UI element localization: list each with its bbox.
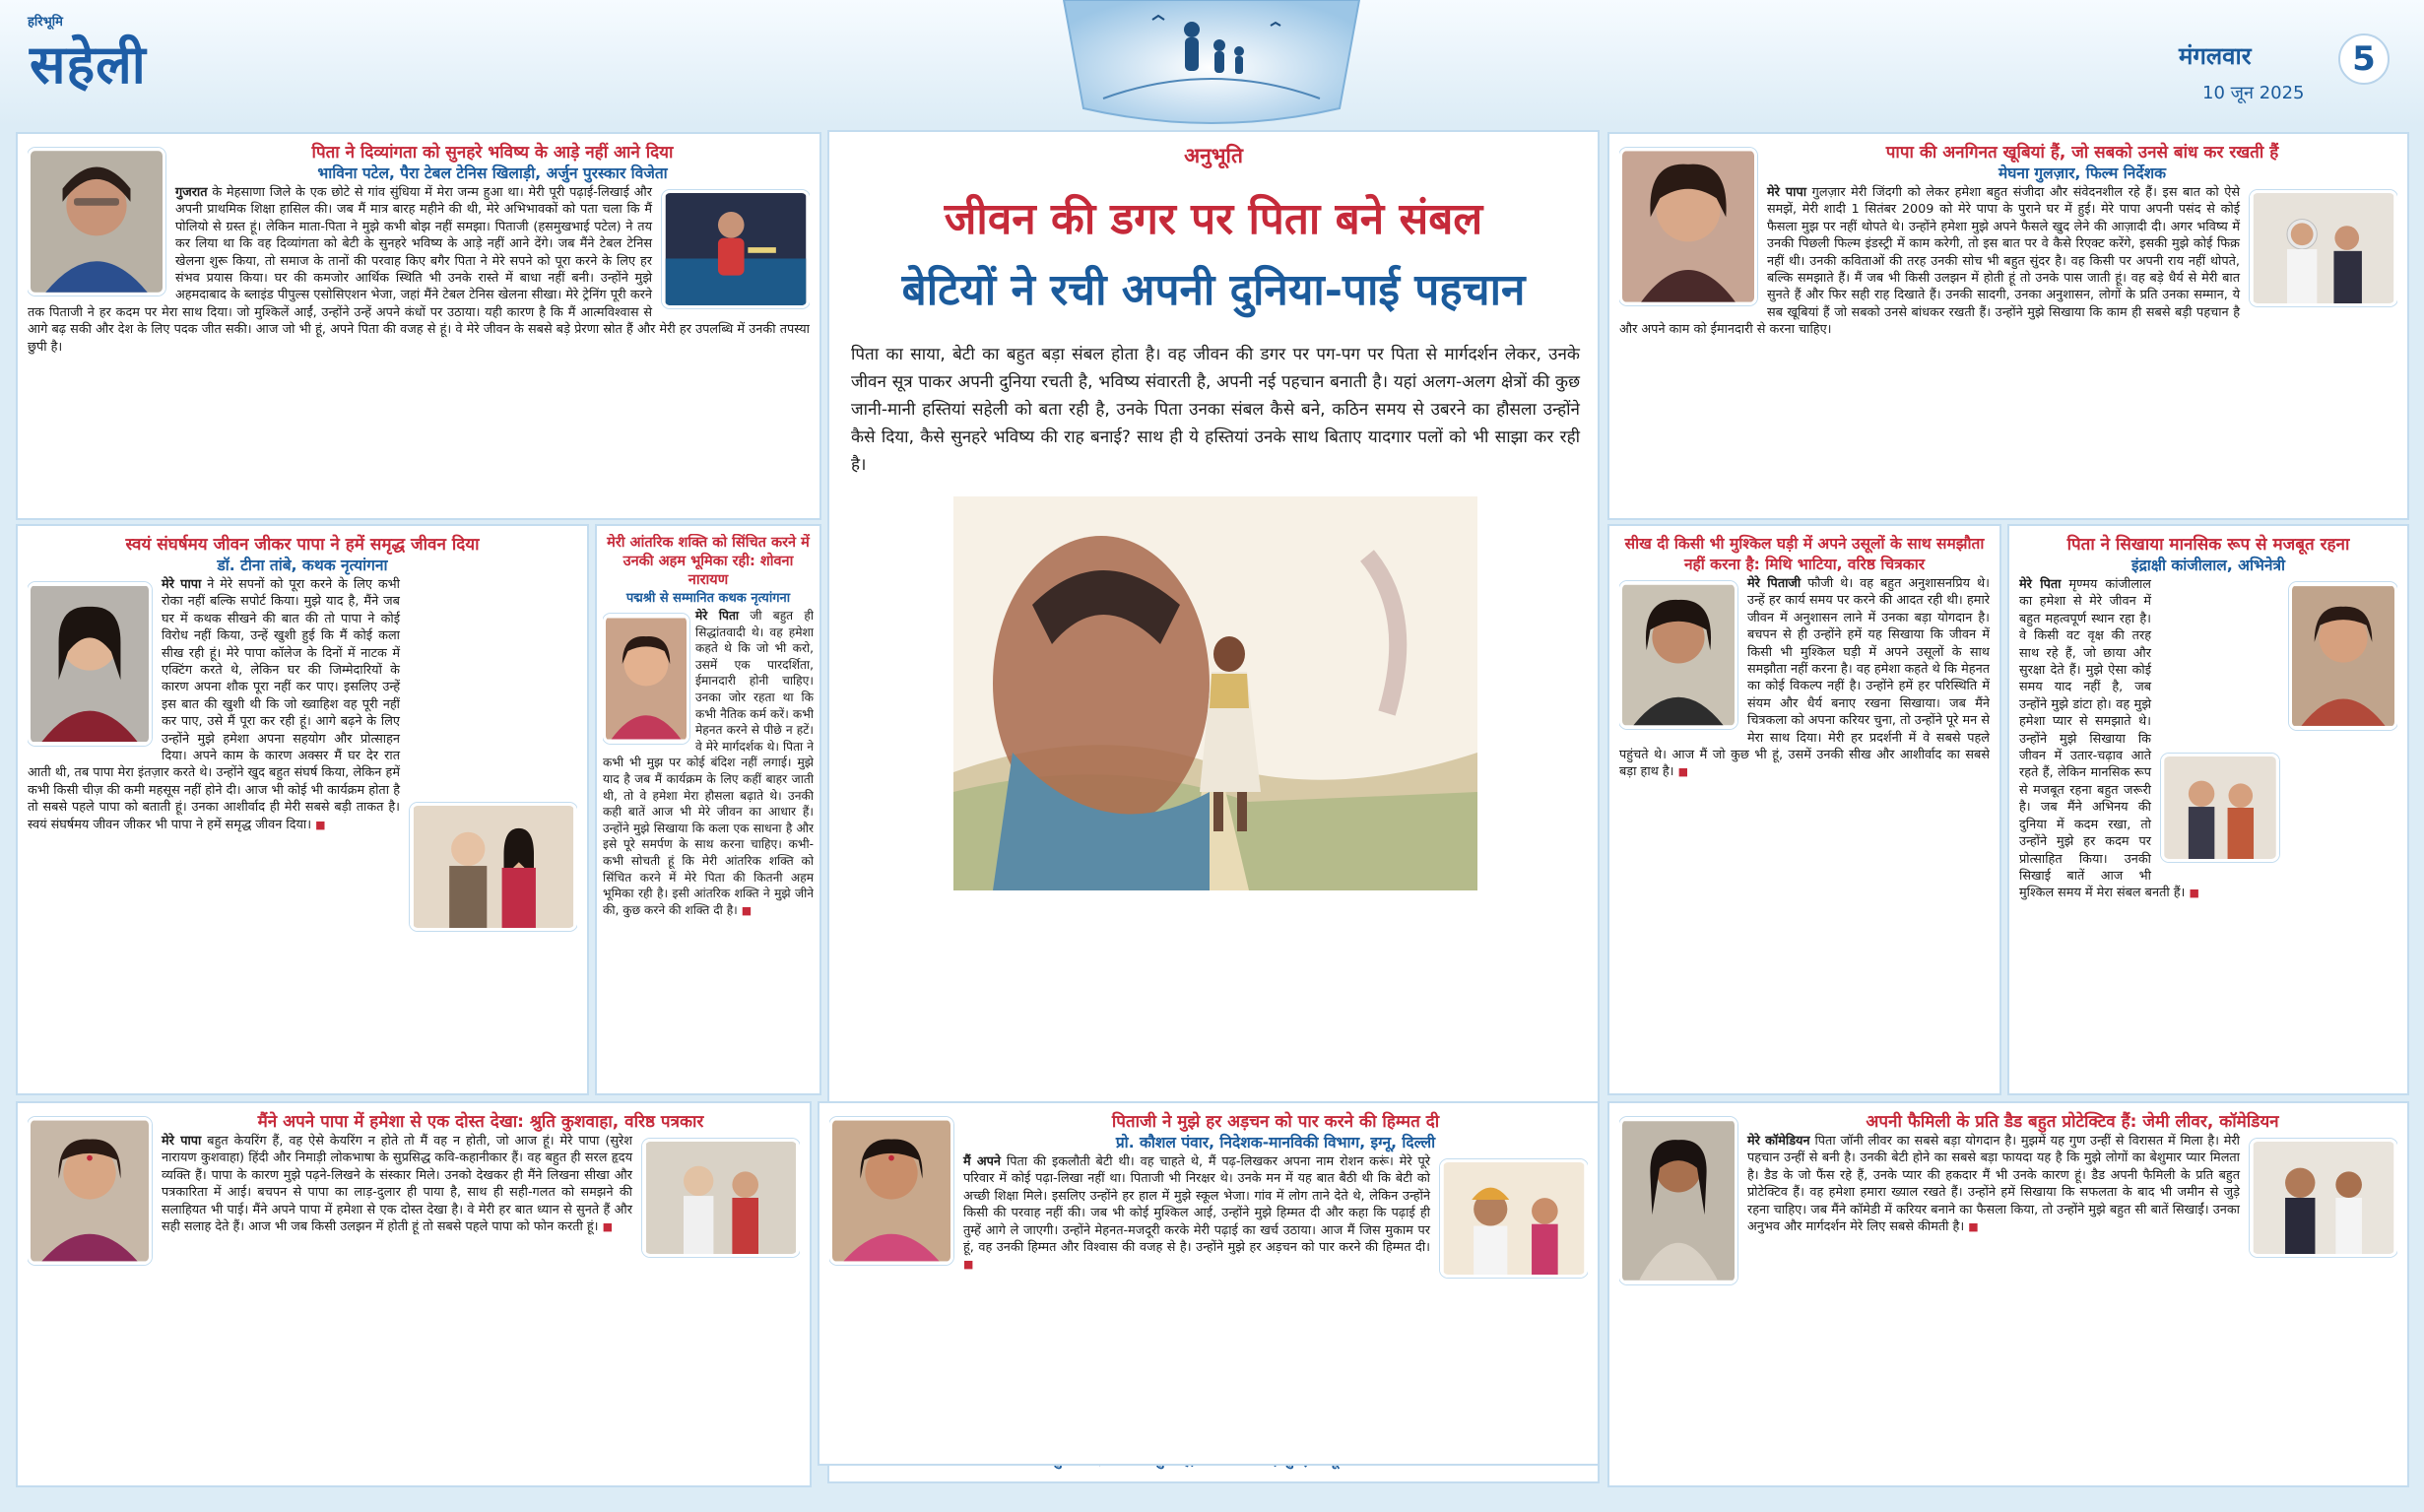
family-photo (2250, 190, 2397, 306)
article-body: मेरे पिता मृण्मय कांजीलाल का हमेशा से मेरे जीवन में बहुत महत्वपूर्ण स्थान रहा है। वे किसी वट वृक्ष की तरह साथ रहे हैं, जो छाया और सुरक्षा देते हैं। मुझे ऐसा कोई समय याद नहीं है, जब उन्होंने मुझे डांटा हो। वह मुझे हमेशा प्यार से समझाते थे। उन्होंने मुझे सिखाया कि जीवन में उतार-चढ़ाव आते रहते हैं, लेकिन मानसिक रूप से मजबूत रहना बहुत जरूरी है। जब मैंने अभिनय की दुनिया में कदम रखा, तो उन्होंने मुझे हर कदम पर प्रोत्साहित किया। उनकी सिखाई बातें आज भी मुश्किल समय में मेरा संबल बनती हैं। ■ (2019, 577, 2199, 901)
portrait-photo (2289, 582, 2397, 730)
article-body: मेरे पापा बहुत केयरिंग हैं, वह ऐसे केयरिंग न होते तो मैं वह न होती, जो आज हूं। मेरे पापा (सुरेश नारायण कुशवाहा) हिंदी और निमाड़ी लोकभाषा के सुप्रसिद्ध कवि-कहानीकार हैं। वह बहुत ही सरल हृदय व्यक्ति हैं। पापा के कारण मुझे पढ़ने-लिखने के संस्कार मिले। उनको देखकर ही मैंने लिखना सीखा और पत्रकारिता में आई। बचपन से पापा का लाड़-दुलार ही पाया है, साथ ही सही-गलत को समझने की सलाहियत भी पाई। मैंने अपने पापा में हमेशा से एक दोस्त देखा है। वे मेरी हर बात ध्यान से सुनते हैं और सही सलाह देते हैं। आज भी जब किसी उलझन में होती हूं तो सबसे पहले पापा को फोन करती हूं। ■ (162, 1134, 632, 1235)
article-lead: मेरे कॉमेडियन (1747, 1134, 1810, 1149)
article-title: पापा की अनगिनत खूबियां हैं, जो सबको उनसे बांध कर रखती हैं (1885, 143, 2279, 163)
portrait-photo (28, 1117, 152, 1265)
portrait-photo (603, 614, 689, 744)
family-photo (2161, 754, 2279, 862)
article-title: स्वयं संघर्षमय जीवन जीकर पापा ने हमें समृद्ध जीवन दिया (125, 535, 480, 555)
page-header (0, 0, 2424, 126)
article-lead: मेरे पिता (2019, 577, 2062, 592)
issue-date: 10 जून 2025 (2202, 83, 2305, 103)
feature-kicker: अनुभूति (1184, 144, 1243, 167)
article-body: मेरे पिताजी फौजी थे। वह बहुत अनुशासनप्रिय थे। उन्हें हर कार्य समय पर करने की आदत रही थी। हमारे जीवन में अनुशासन लाने में उनका बड़ा योगदान है। बचपन से ही उन्होंने हमें यह सिखाया कि जीवन में किसी भी मुश्किल घड़ी में अपने उसूलों के साथ समझौता नहीं करना है। वह हमेशा कहते थे कि मेहनत का कोई विकल्प नहीं है। उन्होंने हमें हर परिस्थिति में संयम और धैर्य बनाए रखना सिखाया। जब मैंने चित्रकला को अपना करियर चुना, तो उन्होंने पूरे मन से मेरा साथ दिया। मेरी हर प्रदर्शनी में वे सबसे पहले पहुंचते थे। आज मैं जो कुछ भी हूं, उसमें उनकी सीख और आशीर्वाद का सबसे बड़ा हाथ है। ■ (1619, 576, 1990, 780)
article-mithi-bhatia (1607, 524, 2001, 1095)
article-lead: मेरे पिताजी (1747, 576, 1802, 591)
article-byline: डॉ. टीना तांबे, कथक नृत्यांगना (217, 557, 388, 574)
article-lead: मैं अपने (963, 1154, 1002, 1169)
article-body: मेरे कॉमेडियन पिता जॉनी लीवर का सबसे बड़ा योगदान है। मुझमें यह गुण उन्हीं से विरासत में मिला है। मेरी पहचान उन्हीं से बनी है। उनकी बेटी होने का सबसे बड़ा फायदा यह है कि मुझे लोगों का बेशुमार प्यार मिलता है। डैड के जो फैंस रहे हैं, उनके प्यार की हकदार मैं भी उनके कारण हूं। डैड अपनी फैमिली के प्रति बहुत प्रोटेक्टिव हैं। वह हमेशा हमारा ख्याल रखते हैं। उन्होंने हमें सिखाया कि सफलता के बाद भी जमीन से जुड़े रहना चाहिए। जब मैंने कॉमेडी में करियर बनाने का फैसला किया, तो उन्होंने मुझे बहुत सी बातें सिखाईं। उनका अनुभव और मार्गदर्शन मेरे लिए सबसे कीमती है। ■ (1747, 1134, 2240, 1235)
action-photo (662, 190, 810, 308)
portrait-photo (28, 148, 165, 296)
article-byline: मेघना गुलज़ार, फिल्म निर्देशक (1998, 164, 2167, 182)
brand-parent-name: हरिभूमि (28, 15, 63, 30)
article-bhavina-patel (16, 132, 821, 520)
article-shruti-kushwaha (16, 1101, 812, 1487)
article-kaushal-panwar (818, 1101, 1600, 1466)
article-byline: भाविना पटेल, पैरा टेबल टेनिस खिलाड़ी, अर्जुन पुरस्कार विजेता (317, 164, 668, 182)
article-byline: इंद्राक्षी कांजीलाल, अभिनेत्री (2130, 557, 2286, 574)
portrait-photo (1619, 581, 1737, 729)
family-photo (2250, 1139, 2397, 1257)
article-title: पिताजी ने मुझे हर अड़चन को पार करने की हिम्मत दी (1111, 1112, 1440, 1132)
feature-subheadline: बेटियों ने रची अपनी दुनिया-पाई पहचान (901, 265, 1526, 315)
article-title: पिता ने दिव्यांगता को सुनहरे भविष्य के आड़े नहीं आने दिया (311, 143, 674, 163)
article-lead: मेरे पापा (162, 1134, 202, 1149)
article-lead: मेरे पापा (162, 577, 202, 592)
article-byline: प्रो. कौशल पंवार, निदेशक-मानविकी विभाग, इग्नू, दिल्ली (1115, 1134, 1436, 1151)
article-title: मैंने अपने पापा में हमेशा से एक दोस्त देखा: श्रुति कुशवाहा, वरिष्ठ पत्रकार (257, 1112, 704, 1132)
article-body: मेरे पापा ने मेरे सपनों को पूरा करने के लिए कभी रोका नहीं बल्कि सपोर्ट किया। मुझे याद है, मैंने जब घर में कथक सीखने की बात की तो पापा ने कोई विरोध नहीं किया, उन्हें खुशी हुई कि मैं कोई कला सीख रही हूं। मेरे पापा कॉलेज के दिनों में नाटक में एक्टिंग करते थे, लेकिन घर की जिम्मेदारियों के कारण अपना शौक पूरा नहीं कर पाए। इसलिए उन्हें इस बात की खुशी थी कि जो ख्वाहिश वह पूरी नहीं कर पाए, उसे मैं पूरा कर रही हूं। आगे बढ़ने के लिए उन्होंने मुझे हमेशा अपना सहयोग और प्रोत्साहन दिया। अपने काम के कारण अक्सर मैं घर देर रात आती थी, तब पापा मेरा इंतज़ार करते थे। उन्होंने खुद बहुत संघर्ष किया, लेकिन हमें कभी किसी चीज़ की कमी महसूस नहीं होने दी। आज भी कोई भी कार्यक्रम होता है तो सबसे पहले पापा को बताती हूं। उनका आशीर्वाद ही मेरी सबसे बड़ी ताकत है। स्वयं संघर्षमय जीवन जीकर भी पापा ने हमें समृद्ध जीवन दिया। ■ (28, 577, 400, 832)
portrait-photo (28, 582, 152, 746)
article-tina-tambe (16, 524, 589, 1095)
article-title: सीख दी किसी भी मुश्किल घड़ी में अपने उसूलों के साथ समझौता नहीं करना है: मिथि भाटिया, वरिष्ठ चित्रकार (1624, 535, 1985, 573)
article-lead: गुजरात (175, 185, 208, 200)
portrait-photo (1619, 1117, 1737, 1284)
article-body: मेरे पापा गुलज़ार मेरी जिंदगी को लेकर हमेशा बहुत संजीदा और संवेदनशील रहे हैं। इस बात को ऐसे समझें, मेरी शादी 1 सितंबर 2009 को मेरे पापा के पुराने घर में हुई। मेरे पापा अपनी पसंद से कोई फैसला मुझ पर नहीं थोपते थे। उन्होंने हमेशा मुझे अपने फैसले खुद लेने की आज़ादी दी। अगर भविष्य में उनकी पिछली फिल्म इंडस्ट्री में काम करेगी, तो इस बात पर वे कैसे रिएक्ट करेंगे, इसकी मुझे कोई फिक्र नहीं थी। उनकी कविताओं की तरह उनकी सोच भी बहुत सुंदर है। वह किसी पर अपनी राय नहीं थोपते, बल्कि समझाते हैं। मैं जब भी किसी उलझन में होती हूं तो उनके पास जाती हूं। वह बड़े धैर्य से मेरी बात सुनते हैं और फिर सही राह दिखाते हैं। उनकी सादगी, उनका अनुशासन, लोगों के प्रति उनका सम्मान, ये सब खूबियां हैं जो सबको उनसे बांधकर रखती हैं। उन्होंने मुझे सिखाया कि काम ही सबसे बड़ी पहचान है और अपने काम को ईमानदारी से करना चाहिए। (1619, 185, 2240, 338)
weekday: मंगलवार (2179, 42, 2252, 70)
portrait-photo (1619, 148, 1757, 305)
article-body: गुजरात के मेहसाणा जिले के एक छोटे से गांव सुंधिया में मेरा जन्म हुआ था। मेरी पूरी पढ़ाई-लिखाई और अपनी प्राथमिक शिक्षा हासिल की। जब मैं मात्र बारह महीने की थी, मेरे अभिभावकों को पता चला कि मैं पोलियो से ग्रस्त हूं। लेकिन माता-पिता ने मुझे कभी बोझ नहीं समझा। पिताजी (हसमुखभाई पटेल) ने तय कर लिया था कि वह दिव्यांगता को बेटी के सुनहरे भविष्य के आड़े नहीं आने देंगे। जब मैंने टेबल टेनिस खेलना शुरू किया, तो समाज के तानों की परवाह किए बगैर पिता ने मेरे सपने को पूरा करने के लिए हर संभव प्रयास किया। घर की कमजोर आर्थिक स्थिति भी उनके रास्ते में बाधा नहीं बनी। उन्होंने मुझे अहमदाबाद के ब्लाइंड पीपुल्स एसोसिएशन भेजा, जहां मैंने टेबल टेनिस खेलना सीखा। मेरे ट्रेनिंग पूरी करने तक पिताजी ने हर कदम पर मेरा साथ दिया। जो मुश्किलें आईं, उन्होंने उन्हें अपने कंधों पर उठाया। यही कारण है कि मैं आत्मविश्वास से आगे बढ़ सकी और देश के लिए पदक जीत सकी। आज जो भी हूं, अपने पिता की वजह से हूं। वे मेरे जीवन के सबसे बड़े प्रेरणा स्रोत हैं और मेरी हर उपलब्धि में उनकी तपस्या छुपी है। (28, 185, 810, 355)
article-jamie-lever (1607, 1101, 2409, 1487)
article-lead: मेरे पापा (1767, 185, 1807, 200)
father-daughter-illustration (953, 496, 1477, 890)
article-lead: मेरे पिता (695, 609, 740, 623)
brand-title: सहेली (30, 33, 147, 96)
family-photo (410, 803, 577, 931)
feature-intro: पिता का साया, बेटी का बहुत बड़ा संबल होता है। वह जीवन की डगर पर पग-पग पर पिता से मार्गदर्शन लेकर, उनके जीवन सूत्र पाकर अपनी दुनिया रचती है, भविष्य संवारती है, अपनी नई पहचान बनाती है। यहां अलग-अलग क्षेत्रों की कुछ जानी-मानी हस्तियां सहेली को बता रही है, उनके पिता उनका संबल कैसे बने, कठिन समय से उबरने का हौसला उन्होंने कैसे दिया, कैसे सुनहरे भविष्य की राह बनाई? साथ ही ये हस्तियां उनके साथ बिताए यादगार पलों को भी साझा कर रही है। (851, 345, 1580, 475)
article-byline: पद्मश्री से सम्मानित कथक नृत्यांगना (625, 591, 791, 606)
article-indrakshi-kanjilal (2007, 524, 2409, 1095)
article-meghna-gulzar (1607, 132, 2409, 520)
page-number: 5 (2338, 33, 2390, 85)
article-body: मैं अपने पिता की इकलौती बेटी थी। वह चाहते थे, मैं पढ़-लिखकर अपना नाम रोशन करूं। मेरे पूरे परिवार में कोई पढ़ा-लिखा नहीं था। पिताजी भी निरक्षर थे। उनके मन में यह बात बैठी थी कि बेटी को अच्छी शिक्षा मिले। इसलिए उन्होंने हर हाल में मुझे स्कूल भेजा। गांव में लोग ताने देते थे, लेकिन उन्होंने किसी की परवाह नहीं की। जब भी कोई मुश्किल आई, उन्होंने मुझे हिम्मत दी और कहा कि पढ़ाई ही तुम्हें आगे ले जाएगी। उन्होंने मेहनत-मजदूरी करके मेरी पढ़ाई का खर्च उठाया। आज मैं जिस मुकाम पर हूं, वह उनकी हिम्मत और विश्वास की वजह से है। उन्होंने मुझे हर अड़चन को पार करने की हिम्मत दी। ■ (963, 1154, 1430, 1272)
article-title: पिता ने सिखाया मानसिक रूप से मजबूत रहना (2066, 535, 2350, 555)
family-emblem-icon (1044, 0, 1379, 126)
family-photo (642, 1139, 800, 1257)
feature-headline: जीवन की डगर पर पिता बने संबल (944, 194, 1483, 244)
portrait-photo (829, 1117, 953, 1265)
article-title: अपनी फैमिली के प्रति डैड बहुत प्रोटेक्टिव हैं: जेमी लीवर, कॉमेडियन (1866, 1112, 2279, 1132)
article-title: मेरी आंतरिक शक्ति को सिंचित करने में उनकी अहम भूमिका रही: शोवना नारायण (607, 535, 810, 588)
article-body: मेरे पिता जी बहुत ही सिद्धांतवादी थे। वह हमेशा कहते थे कि जो भी करो, उसमें एक पारदर्शिता, ईमानदारी होनी चाहिए। उनका जोर रहता था कि कभी नैतिक कर्म करें। कभी मेहनत करने से पीछे न हटें। वे मेरे मार्गदर्शक थे। पिता ने कभी भी मुझ पर कोई बंदिश नहीं लगाई। मुझे याद है जब मैं कार्यक्रम के लिए कहीं बाहर जाती थी, तो वे हमेशा मेरा हौसला बढ़ाते थे। उनकी कही बातें आज भी मेरे जीवन का आधार हैं। उन्होंने मुझे सिखाया कि कला एक साधना है और इसे पूरे समर्पण के साथ करना चाहिए। कभी-कभी सोचती हूं कि मेरी आंतरिक शक्ति को सिंचित करने में मेरे पिता की कितनी अहम भूमिका रही है। इसी आंतरिक शक्ति ने मुझे जीने की, कुछ करने की शक्ति दी है। ■ (603, 609, 814, 917)
article-shovana-narayan (595, 524, 821, 1095)
father-photo (1440, 1159, 1588, 1278)
